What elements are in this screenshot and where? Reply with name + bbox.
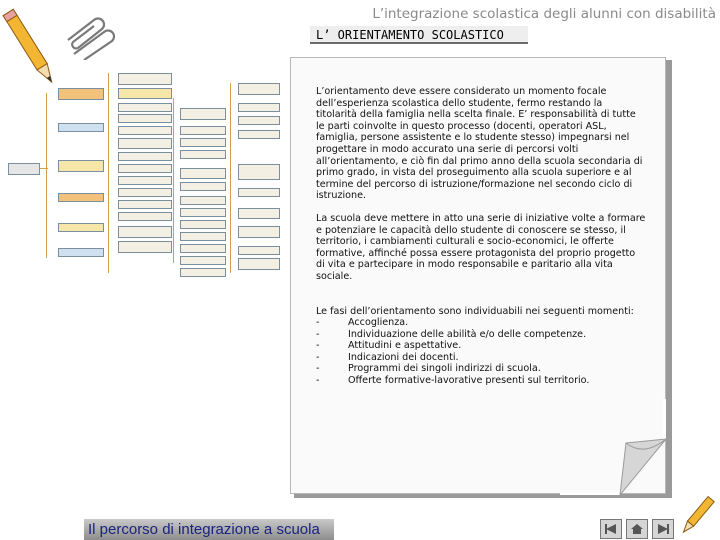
body-text: [316, 86, 646, 387]
list-item: - Offerte formative-lavorative presenti sul territorio.: [316, 375, 590, 387]
next-icon: [656, 523, 670, 535]
phases-intro: Le fasi dell’orientamento sono individuabili nei seguenti momenti:: [316, 305, 634, 317]
pen-icon: [676, 494, 718, 538]
prev-icon: [604, 523, 618, 535]
footer-title: Il percorso di integrazione a scuola: [88, 521, 320, 538]
section-heading: L’ ORIENTAMENTO SCOLASTICO: [310, 26, 528, 44]
paragraph-school-role: La scuola deve mettere in atto una serie di iniziative volte a formare e potenziare le capacità dello studente di conoscere se stesso, il territorio, i cambiamenti culturali e socio-economici, le offerte formative, affinché possa essere protagonista del proprio progetto di vita e partecipare in modo responsabile e paritario alla vita sociale.: [316, 212, 646, 282]
phases-list: [316, 317, 646, 387]
page-curl: [560, 399, 668, 495]
list-item: - Indicazioni dei docenti.: [316, 351, 459, 363]
paragraph-intro: L’orientamento deve essere considerato un momento focale dell’esperienza scolastica dello studente, fermo restando la titolarità della famiglia nella scelta finale. E’ responsabilità di tutte le parti coinvolte in questo processo (docenti, operatori ASL, famiglia, persone assistente e lo studente stesso) impegnarsi nel progettare in modo accurato una serie di percorsi volti all’orientamento, e ciò fin dal primo anno della scuola secondaria di primo grado, in vista del proseguimento alla scuola superiore e al termine del percorso di istruzione/formazione nel secondo ciclo di istruzione.: [316, 86, 643, 202]
list-item: - Programmi dei singoli indirizzi di scuola.: [316, 363, 541, 375]
document-title: L’integrazione scolastica degli alunni con disabilità: [372, 6, 716, 22]
home-icon: [630, 523, 644, 535]
prev-button[interactable]: [600, 519, 622, 539]
orientation-mindmap-image: [8, 68, 280, 278]
next-button[interactable]: [652, 519, 674, 539]
list-item: - Individuazione delle abilità e/o delle competenze.: [316, 328, 587, 340]
list-item: - Attitudini e aspettative.: [316, 340, 462, 352]
paperclip-icon: [60, 10, 120, 60]
home-button[interactable]: [626, 519, 648, 539]
list-item: - Accoglienza.: [316, 317, 409, 329]
